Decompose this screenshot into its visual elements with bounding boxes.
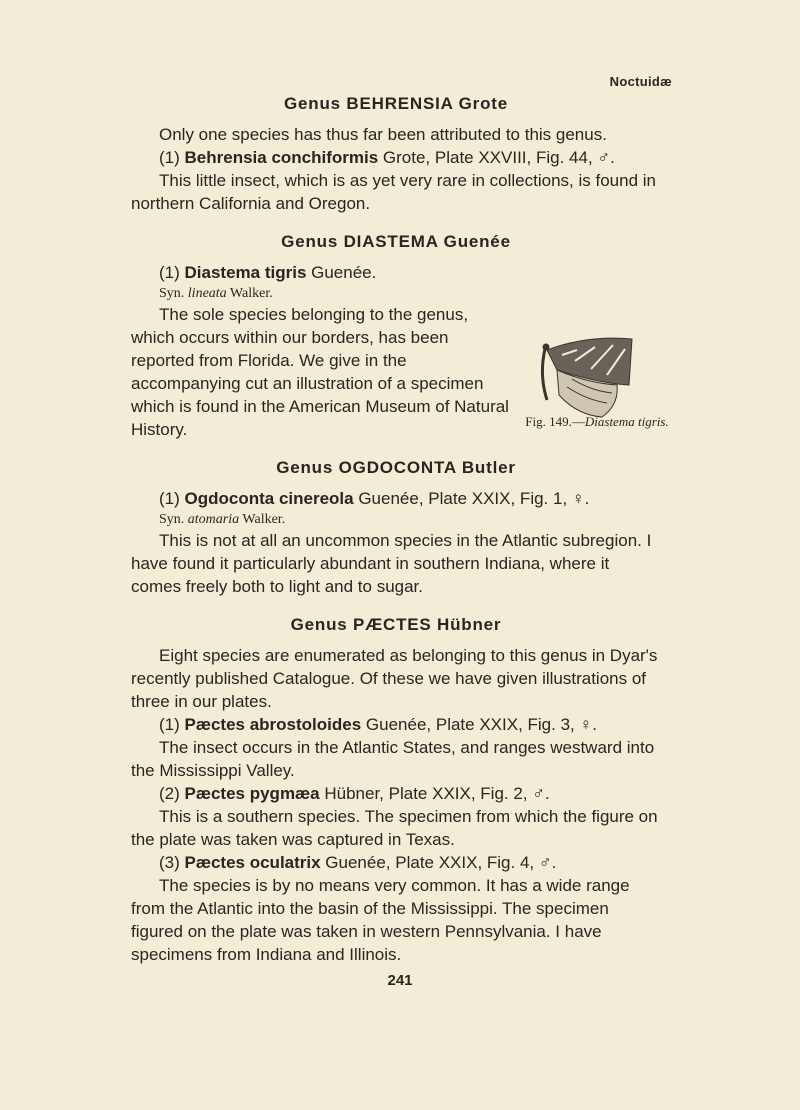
species-name: Ogdoconta cinereola xyxy=(184,489,354,508)
species-number: (1) xyxy=(159,263,180,282)
species-name: Pæctes oculatrix xyxy=(184,853,321,872)
paectes-species-3-description: The species is by no means very common. It has a wide range from the Atlantic into the basin of the Mississippi. The specimen figured on the plate was taken in western Pennsylvania. I have specimens from Indiana and Illinois. xyxy=(131,876,630,964)
genus-heading-paectes: Genus PÆCTES Hübner xyxy=(290,615,502,634)
species-number: (1) xyxy=(159,489,180,508)
synonym-author: Walker. xyxy=(226,286,273,301)
page-content xyxy=(131,92,661,966)
synonym-name: atomaria xyxy=(187,512,240,527)
synonym-prefix: Syn. xyxy=(159,286,188,301)
paectes-intro: Eight species are enumerated as belonging to this genus in Dyar's recently published Catalogue. Of these we have given illustrations of three in our plates. xyxy=(131,646,658,711)
figure-caption-name: Diastema tigris. xyxy=(584,414,669,429)
genus-heading-ogdoconta: Genus OGDOCONTA Butler xyxy=(276,458,516,477)
genus-heading-diastema: Genus DIASTEMA Guenée xyxy=(281,232,511,251)
species-name: Diastema tigris xyxy=(184,263,307,282)
paectes-species-3-entry xyxy=(131,851,661,874)
paectes-species-2-description: This is a southern species. The specimen from which the figure on the plate was taken was captured in Texas. xyxy=(131,807,658,849)
species-number: (2) xyxy=(159,784,180,803)
species-name: Pæctes pygmæa xyxy=(184,784,320,803)
paectes-species-1-description: The insect occurs in the Atlantic States, and ranges westward into the Mississippi Valley. xyxy=(131,738,655,780)
ogdoconta-synonym xyxy=(131,510,661,529)
diastema-tigris-moth-figure xyxy=(517,325,667,455)
diastema-description: The sole species belonging to the genus, which occurs within our borders, has been reported from Florida. We give in the accompanying cut an illustration of a specimen which is found in the American Museum of Natural History. xyxy=(131,305,509,439)
figure-caption-prefix: Fig. 149.— xyxy=(525,414,585,429)
synonym-prefix: Syn. xyxy=(159,512,188,527)
species-reference: Grote, Plate XXVIII, Fig. 44, ♂. xyxy=(378,148,615,167)
species-number: (1) xyxy=(159,715,180,734)
species-reference: Guenée. xyxy=(306,263,377,282)
species-number: (3) xyxy=(159,853,180,872)
ogdoconta-species-entry xyxy=(131,487,661,510)
species-reference: Guenée, Plate XXIX, Fig. 1, ♀. xyxy=(353,489,590,508)
ogdoconta-description: This is not at all an uncommon species in the Atlantic subregion. I have found it particularly abundant in southern Indiana, where it comes freely both to light and to sugar. xyxy=(131,531,652,596)
species-number: (1) xyxy=(159,148,180,167)
paectes-species-1-entry xyxy=(131,713,661,736)
diastema-synonym xyxy=(131,284,661,303)
running-head: Noctuidæ xyxy=(609,74,672,89)
species-reference: Guenée, Plate XXIX, Fig. 3, ♀. xyxy=(361,715,597,734)
figure-caption xyxy=(517,413,677,431)
page-number: 241 xyxy=(387,972,413,989)
species-name: Pæctes abrostoloides xyxy=(184,715,362,734)
behrensia-description: This little insect, which is as yet very rare in collections, is found in northern California and Oregon. xyxy=(131,171,656,213)
behrensia-intro: Only one species has thus far been attributed to this genus. xyxy=(159,125,607,144)
synonym-name: lineata xyxy=(187,286,227,301)
diastema-species-entry xyxy=(131,261,661,284)
species-reference: Guenée, Plate XXIX, Fig. 4, ♂. xyxy=(320,853,557,872)
species-name: Behrensia conchiformis xyxy=(184,148,379,167)
genus-heading-behrensia: Genus BEHRENSIA Grote xyxy=(284,94,508,113)
paectes-species-2-entry xyxy=(131,782,661,805)
behrensia-species-entry xyxy=(131,146,661,169)
synonym-author: Walker. xyxy=(239,512,286,527)
species-reference: Hübner, Plate XXIX, Fig. 2, ♂. xyxy=(319,784,550,803)
